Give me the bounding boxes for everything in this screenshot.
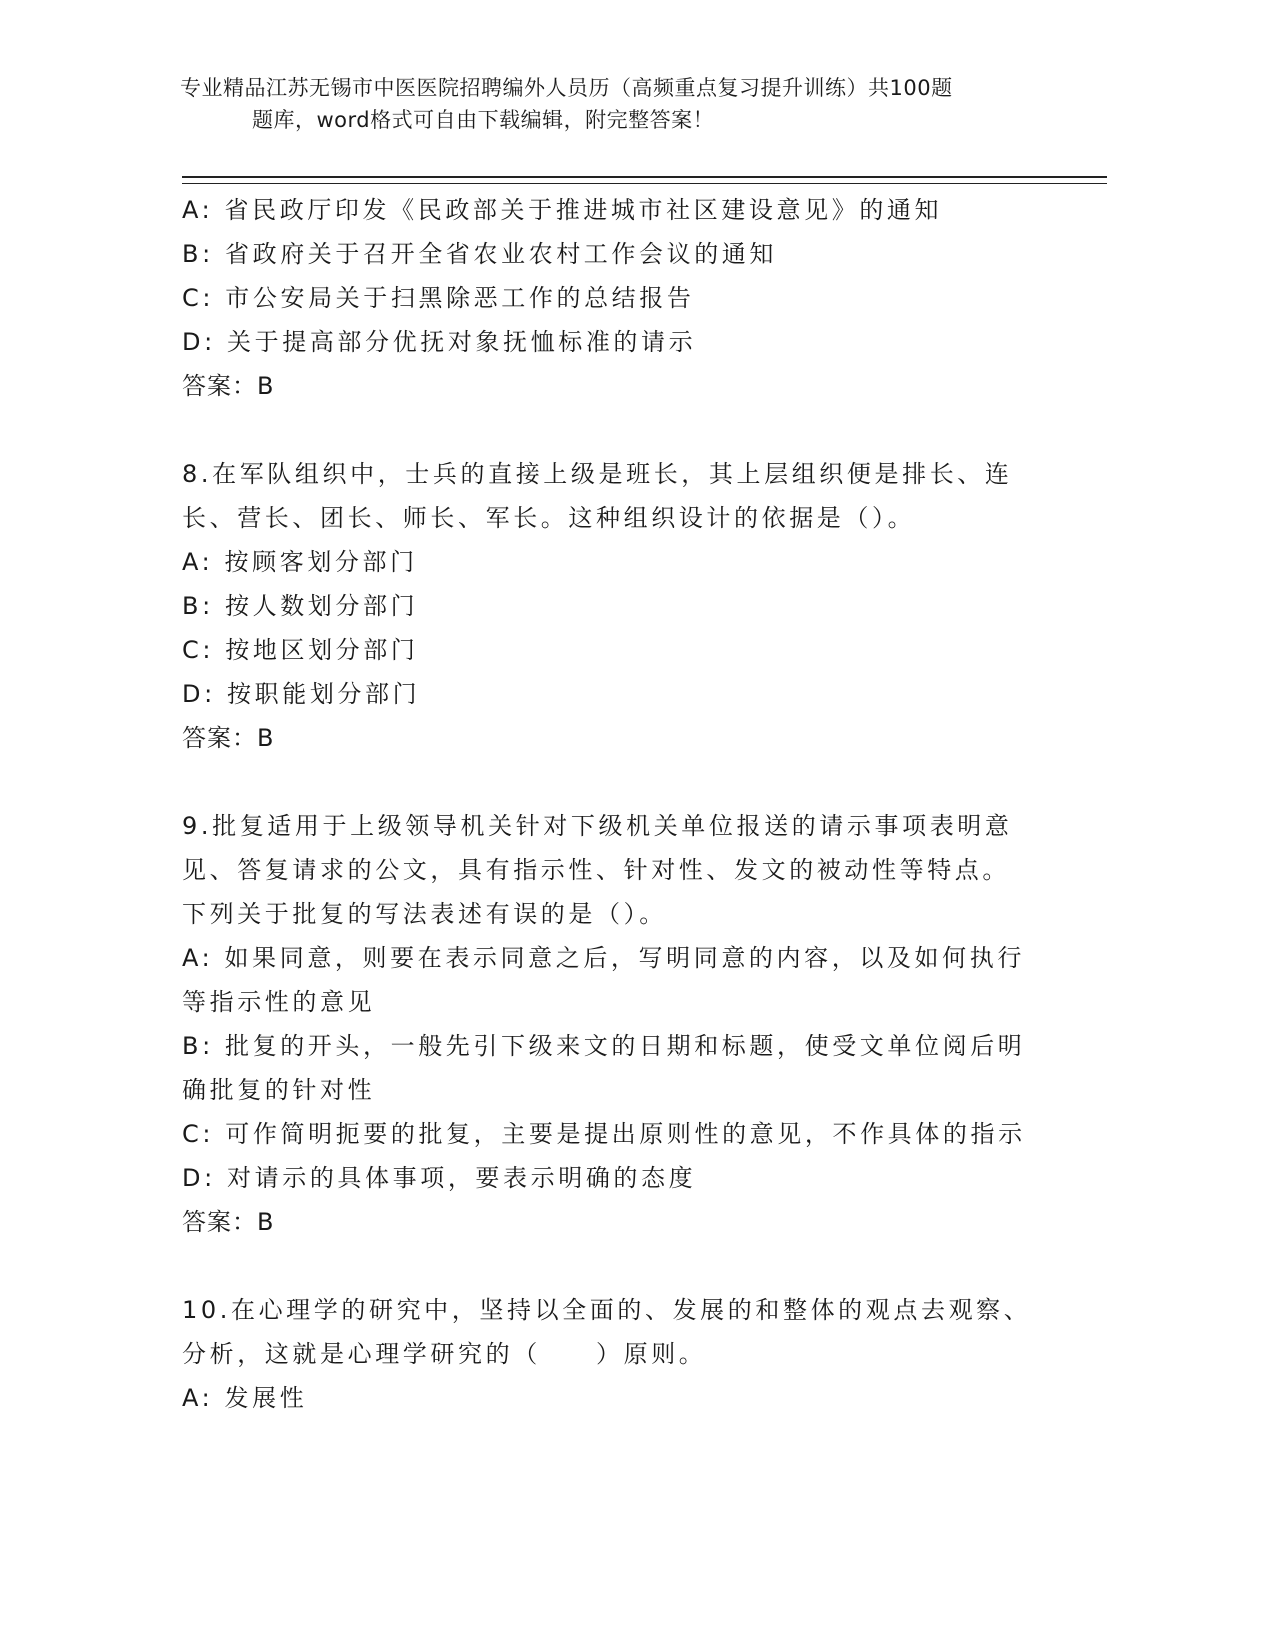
option-a-continued: 等指示性的意见	[182, 988, 376, 1016]
question-10	[182, 1288, 1062, 1420]
option-c: C: 市公安局关于扫黑除恶工作的总结报告	[182, 284, 695, 312]
option-b: B: 按人数划分部门	[182, 592, 419, 620]
question-stem-line: 见、答复请求的公文，具有指示性、针对性、发文的被动性等特点。	[182, 856, 1010, 884]
question-9	[182, 804, 1062, 1244]
question-stem-line: 10.在心理学的研究中，坚持以全面的、发展的和整体的观点去观察、	[182, 1296, 1032, 1324]
option-d: D: 对请示的具体事项，要表示明确的态度	[182, 1164, 697, 1192]
question-7	[182, 188, 1062, 408]
option-a: A: 发展性	[182, 1384, 308, 1412]
option-c: C: 按地区划分部门	[182, 636, 419, 664]
answer: 答案：B	[182, 372, 275, 400]
option-a: A: 省民政厅印发《民政部关于推进城市社区建设意见》的通知	[182, 196, 943, 224]
page-header	[180, 72, 1080, 136]
header-title-line-2: 题库，word格式可自由下载编辑，附完整答案！	[252, 108, 715, 132]
option-d: D: 按职能划分部门	[182, 680, 421, 708]
option-b: B: 批复的开头，一般先引下级来文的日期和标题，使受文单位阅后明	[182, 1032, 1026, 1060]
header-divider	[182, 176, 1107, 184]
option-b: B: 省政府关于召开全省农业农村工作会议的通知	[182, 240, 777, 268]
question-8	[182, 452, 1062, 760]
question-stem-line: 长、营长、团长、师长、军长。这种组织设计的依据是（）。	[182, 504, 916, 532]
option-c: C: 可作简明扼要的批复，主要是提出原则性的意见，不作具体的指示	[182, 1120, 1026, 1148]
answer: 答案：B	[182, 724, 275, 752]
answer: 答案：B	[182, 1208, 275, 1236]
question-stem-line: 下列关于批复的写法表述有误的是（）。	[182, 900, 667, 928]
option-a: A: 按顾客划分部门	[182, 548, 418, 576]
question-stem-line: 分析，这就是心理学研究的（ ）原则。	[182, 1340, 707, 1368]
option-a: A: 如果同意，则要在表示同意之后，写明同意的内容，以及如何执行	[182, 944, 1025, 972]
option-b-continued: 确批复的针对性	[182, 1076, 376, 1104]
question-stem-line: 8.在军队组织中，士兵的直接上级是班长，其上层组织便是排长、连	[182, 460, 1013, 488]
question-list	[182, 188, 1062, 1420]
header-title-line-1: 专业精品江苏无锡市中医医院招聘编外人员历（高频重点复习提升训练）共100题	[180, 76, 953, 100]
option-d: D: 关于提高部分优抚对象抚恤标准的请示	[182, 328, 697, 356]
question-stem-line: 9.批复适用于上级领导机关针对下级机关单位报送的请示事项表明意	[182, 812, 1013, 840]
